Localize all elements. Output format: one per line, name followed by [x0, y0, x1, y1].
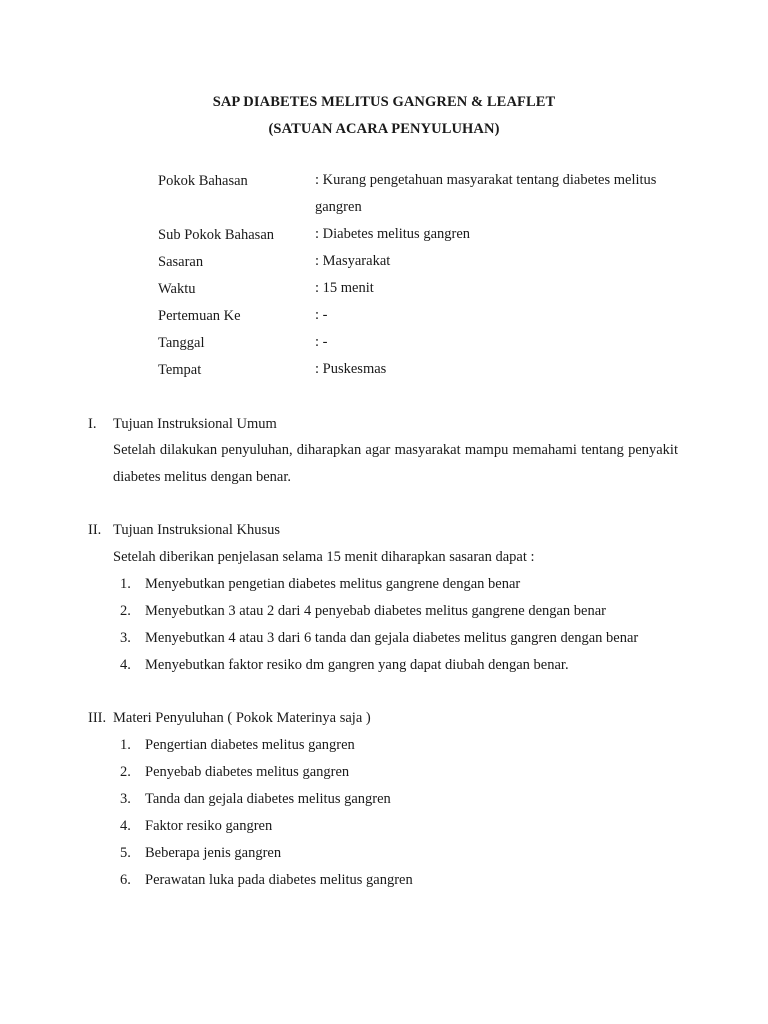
list-item-text: Penyebab diabetes melitus gangren [145, 764, 350, 780]
list-item-text: Pengertian diabetes melitus gangren [145, 737, 355, 753]
section-number: I. [88, 416, 97, 432]
section-title: Materi Penyuluhan ( Pokok Materinya saja ) [113, 710, 371, 726]
list-item-text: Beberapa jenis gangren [145, 845, 282, 861]
section-paragraph: Setelah dilakukan penyuluhan, diharapkan agar masyarakat mampu memahami tentang penyakit diabetes melitus dengan benar. [113, 442, 678, 485]
list-item-text: Menyebutkan 4 atau 3 dari 6 tanda dan gejala diabetes melitus gangren dengan benar [145, 630, 639, 646]
section-intro: Setelah diberikan penjelasan selama 15 menit diharapkan sasaran dapat : [113, 549, 535, 565]
list-item-number: 1. [120, 576, 131, 592]
info-label: Sub Pokok Bahasan [158, 227, 274, 243]
section-materi-penyuluhan [88, 710, 688, 899]
info-label: Pokok Bahasan [158, 173, 248, 189]
section-tujuan-umum [88, 416, 688, 491]
numbered-list [120, 576, 688, 684]
info-value: : Masyarakat [315, 253, 391, 269]
document-title: SAP DIABETES MELITUS GANGREN & LEAFLET [212, 94, 556, 110]
info-value: : 15 menit [315, 280, 374, 296]
section-number: III. [88, 710, 107, 726]
info-label: Waktu [158, 281, 196, 297]
list-item-number: 1. [120, 737, 131, 753]
section-title: Tujuan Instruksional Khusus [113, 522, 281, 538]
list-item [120, 630, 688, 657]
list-item [120, 791, 688, 818]
section-title: Tujuan Instruksional Umum [113, 416, 277, 432]
info-value: : - [315, 334, 328, 350]
list-item-number: 3. [120, 630, 131, 646]
list-item [120, 576, 688, 603]
info-label: Tempat [158, 362, 202, 378]
list-item-number: 5. [120, 845, 131, 861]
info-label: Pertemuan Ke [158, 308, 241, 324]
list-item [120, 764, 688, 791]
info-label: Sasaran [158, 254, 204, 270]
list-item-number: 3. [120, 791, 131, 807]
list-item-text: Perawatan luka pada diabetes melitus gangren [145, 872, 413, 888]
list-item-number: 4. [120, 818, 131, 834]
info-table [158, 173, 688, 389]
info-value: : Puskesmas [315, 361, 387, 377]
list-item [120, 657, 688, 684]
list-item-text: Menyebutkan 3 atau 2 dari 4 penyebab diabetes melitus gangrene dengan benar [145, 603, 607, 619]
list-item [120, 603, 688, 630]
list-item [120, 845, 688, 872]
numbered-list [120, 737, 688, 899]
section-number: II. [88, 522, 102, 538]
list-item-number: 2. [120, 603, 131, 619]
info-value: : - [315, 307, 328, 323]
list-item-text: Menyebutkan faktor resiko dm gangren yang dapat diubah dengan benar. [145, 657, 569, 673]
section-tujuan-khusus [88, 522, 688, 684]
document-subtitle: (SATUAN ACARA PENYULUHAN) [268, 121, 500, 137]
list-item [120, 737, 688, 764]
list-item-number: 4. [120, 657, 131, 673]
list-item [120, 872, 688, 899]
list-item-text: Menyebutkan pengetian diabetes melitus gangrene dengan benar [145, 576, 521, 592]
section-heading [88, 710, 688, 737]
list-item-text: Tanda dan gejala diabetes melitus gangren [145, 791, 391, 807]
info-label: Tanggal [158, 335, 205, 351]
section-heading [88, 522, 688, 549]
list-item-number: 6. [120, 872, 131, 888]
list-item-text: Faktor resiko gangren [145, 818, 273, 834]
info-row-pokok-bahasan [158, 173, 688, 227]
info-value: : Diabetes melitus gangren [315, 226, 471, 242]
info-value: : Kurang pengetahuan masyarakat tentang diabetes melitus gangren [315, 172, 657, 215]
list-item [120, 818, 688, 845]
list-item-number: 2. [120, 764, 131, 780]
section-heading [88, 416, 688, 443]
info-row-tempat [158, 362, 688, 389]
